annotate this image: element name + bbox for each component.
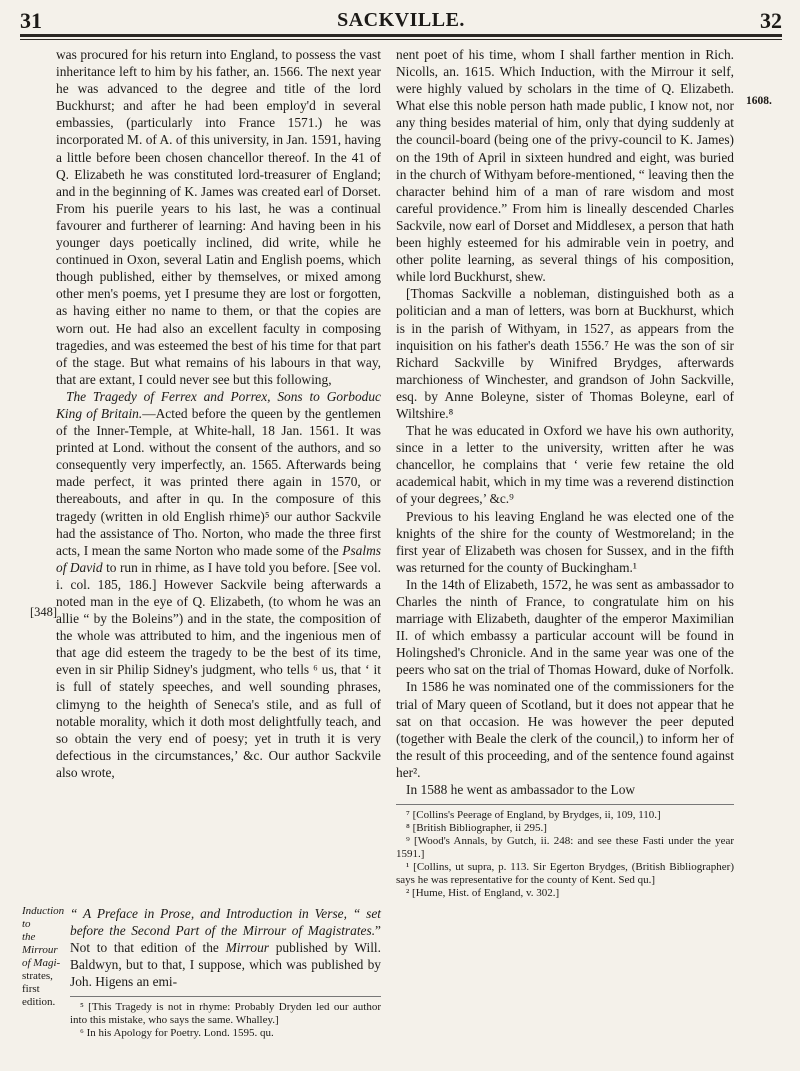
running-header xyxy=(20,6,782,34)
footnote: ⁶ In his Apology for Poetry. Lond. 1595. qu. xyxy=(80,1027,274,1040)
paragraph: [Thomas Sackville a nobleman, distinguished both as a politician and a man of letters, was born at Buckhurst, which is in the parish of Withyam, in 1527, as appears from the inquisition on his father's death 1556.⁷ He was the son of sir Richard Sackville by Winifred Brydges, afterwards marchioness of Winchester, and grandson of John Sackville, esq. by Anne Boleyne, sister of Thomas Boleyne, earl of Wiltshire.⁸ xyxy=(396,286,734,421)
paragraph: was procured for his return into England, to possess the vast inheritance left to him by his father, an. 1566. The next year he was advanced to the degree and title of the lord Buckhurst; and after he had been employ'd in several embassies, (particularly into France 1571.) he was incorporated M. of A. of this university, in Jan. 1591, having a little before been chosen chancellor thereof. In the 41 of Q. Elizabeth he was constituted lord-treasurer of England; and in the beginning of K. James was created earl of Dorset. From his puerile years to his last, he was a continual favourer and furtherer of learning: And having been in his younger days poetically inclined, did write, while he continued in Oxon, several Latin and English poems, which though published, either by themselves, or mixed among other men's poems, yet I presume they are lost or forgotten, as having either no name to them, or that the copies are worn out. He had also an excellent faculty in composing tragedies, and was esteemed the best of his time for that part of the stage. But what remains of his labours in that way, that are extant, I could never see but this following, xyxy=(56,47,381,387)
paragraph: In 1588 he went as ambassador to the Low xyxy=(406,782,636,798)
paragraph: That he was educated in Oxford we have his own authority, since in a letter to the university, written after he was chancellor, he complains that ‘ verie few retaine the old academical habit, which in my time was a reverend distinction of your degrees,’ &c.⁹ xyxy=(396,423,734,507)
margin-note-induction: Induction to the Mirrour of Magi- strates, first edition. xyxy=(22,905,65,1008)
footnote-rule xyxy=(396,804,734,805)
work-title: The Tragedy of Ferrex and Porrex, Sons to Gorboduc King of Britain. xyxy=(56,388,381,421)
paragraph: “ A Preface in Prose, and Introduction in Verse, “ set before the Second Part of the Mirrour of Magistrates.” Not to that edition of the Mirrour published by Will. Baldwyn, but to that, I suppose, which was published by Joh. Higens an emi- xyxy=(70,906,381,990)
page-number-left: 31 xyxy=(20,8,42,33)
footnote: ¹ [Collins, ut supra, p. 113. Sir Egerton Brydges, (British Bibliographer) says he was representative for the county of Kent. Sed qu.] xyxy=(396,861,734,887)
header-rule-thick xyxy=(20,34,782,37)
footnote: ⁵ [This Tragedy is not in rhyme: Probably Dryden led our author into this mistake, who says the same. Whalley.] xyxy=(70,1001,381,1027)
footnote: ² [Hume, Hist. of England, v. 302.] xyxy=(406,887,560,900)
right-column xyxy=(396,46,734,900)
page-number-right: 32 xyxy=(760,8,782,33)
margin-page-reference: [348] xyxy=(30,605,58,619)
running-title: SACKVILLE. xyxy=(337,9,465,31)
left-column xyxy=(56,46,381,781)
induction-paragraph xyxy=(70,905,381,1040)
paragraph: In 1586 he was nominated one of the commissioners for the trial of Mary queen of Scotland, but it does not appear that he sat on that occasion. He was however the peer deputed (together with Beale the clerk of the council,) to inform her of the result of this proceeding, and of the sentence found against her². xyxy=(396,679,734,780)
paragraph: The Tragedy of Ferrex and Porrex, Sons to Gorboduc King of Britain.—Acted before the queen by the gentlemen of the Inner-Temple, at White-hall, 18 Jan. 1561. It was printed at Lond. without the consent of the authors, and so consequently very imperfectly, an. 1565. Afterwards being made perfect, it was printed there again in 1570, or thereabouts, and after in qu. In the composure of this tragedy (written in old English rhime)⁵ our author Sackvile had the assistance of Tho. Norton, who made the three first acts, I mean the same Norton who made some of the Psalms of David to run in rhime, as I have told you before. [See vol. i. col. 185, 186.] However Sackvile being afterwards a noted man in the eye of Q. Elizabeth, (to whom he was an allie “ by the Boleins”) and in the state, the composition of the whole was attributed to him, and the ingenious men of that age did esteem the tragedy to be the best of its time, even in sir Philip Sidney's judgment, who tells ⁶ us, that ‘ it is full of stately speeches, and well sounding phrases, climyng to the heighth of Seneca's stile, and as full of notable morality, which it doth most delightfully teach, and so obtain the very end of poesy; yet in truth it is very defectious in the circumstances,’ &c. Our author Sackvile also wrote, xyxy=(56,388,382,780)
header-rule-thin xyxy=(20,39,782,40)
paragraph: nent poet of his time, whom I shall farther mention in Rich. Nicolls, an. 1615. Which Induction, with the Mirrour it self, were highly valued by scholars in the time of Q. Elizabeth. What else this noble person hath made public, I know not, nor any thing besides material of him, only that dying suddenly at the council-board (being one of the privy-council to K. James) on the 19th of April in sixteen hundred and eight, was buried in the church of Withyam before-mentioned, “ leaving then the character behind him of a man of rare wisdom and most careful providence.” From him is lineally descended Charles Sackvile, now earl of Dorset and Middlesex, a person that hath been highly esteemed for his admirable vein in poetry, and other polite learning, as several things of his composition, while lord Buckhurst, shew. xyxy=(396,47,734,285)
footnote: ⁸ [British Bibliographer, ii 295.] xyxy=(406,822,547,835)
footnote: ⁹ [Wood's Annals, by Gutch, ii. 248: and see these Fasti under the year 1591.] xyxy=(396,835,734,861)
paragraph: Previous to his leaving England he was elected one of the knights of the shire for the county of Westmoreland; in the first year of Elizabeth was chosen for Sussex, and in the fifth was returned for the county of Buckingham.¹ xyxy=(396,508,734,575)
footnote: ⁷ [Collins's Peerage of England, by Brydges, ii, 109, 110.] xyxy=(406,809,661,822)
paragraph: In the 14th of Elizabeth, 1572, he was sent as ambassador to Charles the ninth of France, to congratulate him on his marriage with Elizabeth, daughter of the emperor Maximilian II. of which embassy a particular account will be found in Holingshed's Chronicle. And in the same year was one of the peers who sat on the trial of Thomas Howard, duke of Norfolk. xyxy=(396,576,734,678)
footnote-rule xyxy=(70,996,381,997)
margin-year: 1608. xyxy=(746,95,772,107)
